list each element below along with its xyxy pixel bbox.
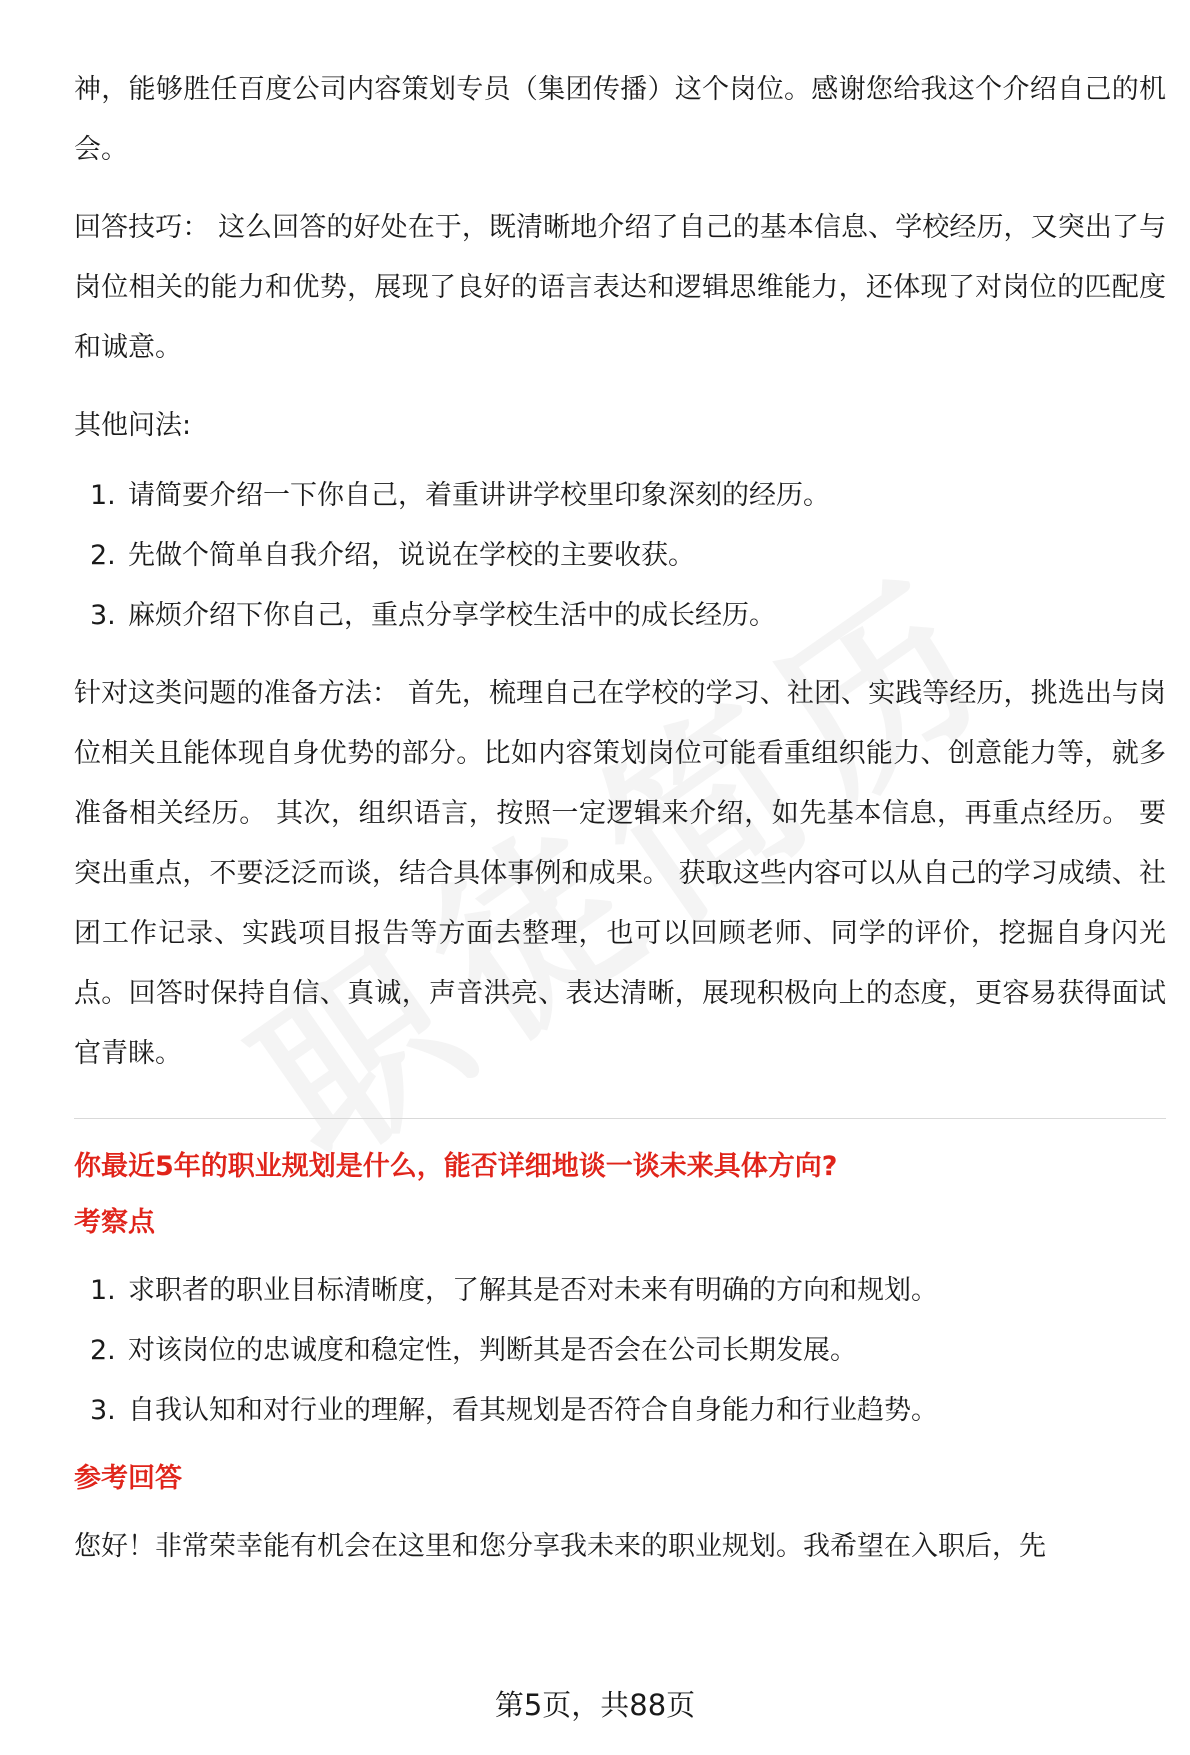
focus-heading: 考察点	[74, 1207, 155, 1238]
intro-tail-paragraph: 神，能够胜任百度公司内容策划专员（集团传播）这个岗位。感谢您给我这个介绍自己的机会。	[74, 74, 1166, 165]
reference-heading: 参考回答	[74, 1463, 182, 1494]
tips-paragraph: 回答技巧： 这么回答的好处在于，既清晰地介绍了自己的基本信息、学校经历，又突出了与岗位相关的能力和优势，展现了良好的语言表达和逻辑思维能力，还体现了对岗位的匹配度和诚意。	[74, 212, 1166, 363]
page-footer: 第5页，共88页	[494, 1688, 696, 1722]
list-item: 2. 先做个简单自我介绍，说说在学校的主要收获。	[90, 540, 695, 571]
focus-points-list	[74, 1261, 1166, 1441]
list-item: 2. 对该岗位的忠诚度和稳定性，判断其是否会在公司长期发展。	[90, 1335, 857, 1366]
preparation-paragraph: 针对这类问题的准备方法： 首先，梳理自己在学校的学习、社团、实践等经历，挑选出与岗位相关且能体现自身优势的部分。比如内容策划岗位可能看重组织能力、创意能力等，就多准备相关经历。 其次，组织语言，按照一定逻辑来介绍，如先基本信息，再重点经历。 要突出重点，不要泛泛而谈，结合具体事例和成果。 获取这些内容可以从自己的学习成绩、社团工作记录、实践项目报告等方面去整理，也可以回顾老师、同学的评价，挖掘自身闪光点。回答时保持自信、真诚，声音洪亮、表达清晰，展现积极向上的态度，更容易获得面试官青睐。	[74, 678, 1166, 1069]
question-heading: 你最近5年的职业规划是什么，能否详细地谈一谈未来具体方向?	[74, 1151, 838, 1182]
page-content	[74, 60, 1166, 1577]
list-item: 3. 麻烦介绍下你自己，重点分享学校生活中的成长经历。	[90, 600, 776, 631]
section-divider	[74, 1118, 1166, 1119]
reference-answer-start: 您好！非常荣幸能有机会在这里和您分享我未来的职业规划。我希望在入职后，先	[74, 1531, 1046, 1562]
other-questions-label: 其他问法:	[74, 410, 192, 441]
other-questions-list	[74, 466, 1166, 646]
list-item: 1. 请简要介绍一下你自己，着重讲讲学校里印象深刻的经历。	[90, 480, 830, 511]
list-item: 1. 求职者的职业目标清晰度，了解其是否对未来有明确的方向和规划。	[90, 1275, 938, 1306]
list-item: 3. 自我认知和对行业的理解，看其规划是否符合自身能力和行业趋势。	[90, 1395, 938, 1426]
